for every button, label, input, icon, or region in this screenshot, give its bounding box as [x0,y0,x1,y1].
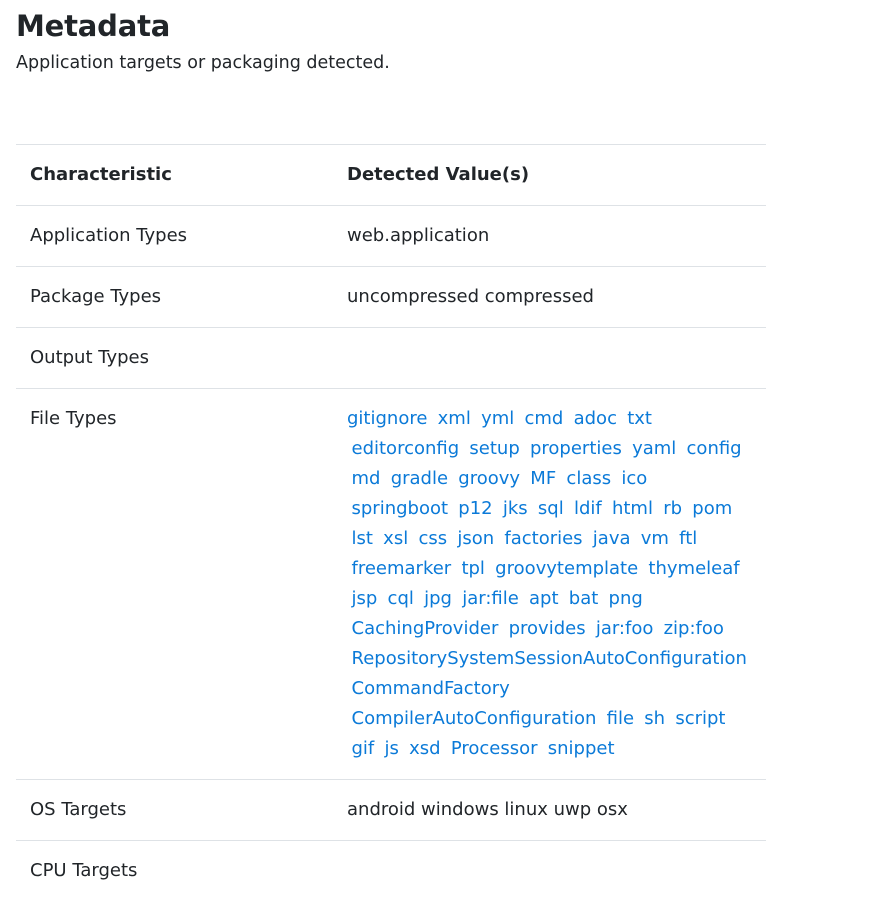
file-type-link[interactable]: java [593,528,631,549]
file-type-link[interactable]: freemarker [352,558,452,579]
value-cell: android windows linux uwp osx [333,780,766,841]
file-type-link[interactable]: yaml [632,438,676,459]
characteristic-cell: Application Types [16,206,333,267]
file-type-link[interactable]: jpg [424,588,452,609]
file-type-link[interactable]: rb [663,498,682,519]
file-type-link[interactable]: gradle [391,468,448,489]
table-row [16,389,766,780]
file-type-link[interactable]: cql [388,588,414,609]
file-type-link[interactable]: file [607,708,634,729]
file-type-link[interactable]: jar:file [462,588,519,609]
table-row [16,780,766,841]
file-type-link[interactable]: bat [569,588,599,609]
file-type-link[interactable]: md [352,468,381,489]
page-subtitle: Application targets or packaging detected. [16,51,766,75]
file-type-link[interactable]: groovy [458,468,520,489]
value-cell [333,841,766,901]
table-row [16,841,766,901]
value-cell [333,328,766,389]
file-type-link[interactable]: jsp [352,588,378,609]
metadata-section [16,0,766,75]
file-type-link[interactable]: properties [530,438,622,459]
file-type-link[interactable]: yml [481,408,514,429]
file-type-link[interactable]: apt [529,588,559,609]
characteristic-cell: File Types [16,389,333,780]
characteristic-cell: CPU Targets [16,841,333,901]
file-type-link[interactable]: json [457,528,494,549]
file-type-link[interactable]: vm [641,528,669,549]
file-type-link[interactable]: class [566,468,611,489]
metadata-table [16,144,766,901]
file-type-link[interactable]: jks [503,498,528,519]
characteristic-cell: Output Types [16,328,333,389]
file-type-link[interactable]: sh [644,708,665,729]
file-type-link[interactable]: css [418,528,447,549]
column-header-characteristic: Characteristic [16,145,333,206]
page-title: Metadata [16,0,766,43]
file-type-link[interactable]: pom [692,498,732,519]
file-type-link[interactable]: adoc [574,408,617,429]
file-type-link[interactable]: script [675,708,725,729]
value-cell: uncompressed compressed [333,267,766,328]
table-header-row [16,145,766,206]
file-type-link[interactable]: CachingProvider [352,618,499,639]
file-type-link[interactable]: sql [538,498,564,519]
file-type-link[interactable]: provides [509,618,586,639]
file-type-link[interactable]: CommandFactory [352,678,510,699]
file-type-link[interactable]: js [385,738,399,759]
file-type-link[interactable]: cmd [525,408,564,429]
file-type-link[interactable]: factories [504,528,582,549]
file-type-link[interactable]: gif [352,738,375,759]
table-row [16,206,766,267]
file-type-link[interactable]: html [612,498,653,519]
file-type-link[interactable]: gitignore [347,408,427,429]
file-type-link[interactable]: MF [530,468,556,489]
file-type-link[interactable]: txt [627,408,652,429]
file-type-link[interactable]: config [687,438,742,459]
file-type-link[interactable]: ftl [679,528,697,549]
value-cell: web.application [333,206,766,267]
file-type-link[interactable]: CompilerAutoConfiguration [352,708,597,729]
file-type-link[interactable]: ldif [574,498,602,519]
file-type-link[interactable]: springboot [352,498,449,519]
file-type-link[interactable]: snippet [548,738,615,759]
file-type-link[interactable]: ico [621,468,647,489]
characteristic-cell: Package Types [16,267,333,328]
file-type-link[interactable]: p12 [458,498,492,519]
table-row [16,328,766,389]
file-type-link[interactable]: xsl [383,528,408,549]
file-type-link[interactable]: RepositorySystemSessionAutoConfiguration [352,648,747,669]
file-type-link[interactable]: png [609,588,643,609]
characteristic-cell: OS Targets [16,780,333,841]
file-type-link[interactable]: Processor [451,738,538,759]
file-type-link[interactable]: tpl [461,558,484,579]
file-type-link[interactable]: groovytemplate [495,558,638,579]
file-type-link[interactable]: xml [438,408,471,429]
file-type-link[interactable]: xsd [409,738,440,759]
table-row [16,267,766,328]
column-header-detected-values: Detected Value(s) [333,145,766,206]
file-type-link[interactable]: jar:foo [596,618,654,639]
file-type-link[interactable]: setup [469,438,519,459]
file-type-link[interactable]: thymeleaf [648,558,739,579]
file-type-link[interactable]: zip:foo [664,618,724,639]
file-type-link[interactable]: editorconfig [352,438,460,459]
file-type-link[interactable]: lst [352,528,373,549]
file-types-links [333,389,766,780]
